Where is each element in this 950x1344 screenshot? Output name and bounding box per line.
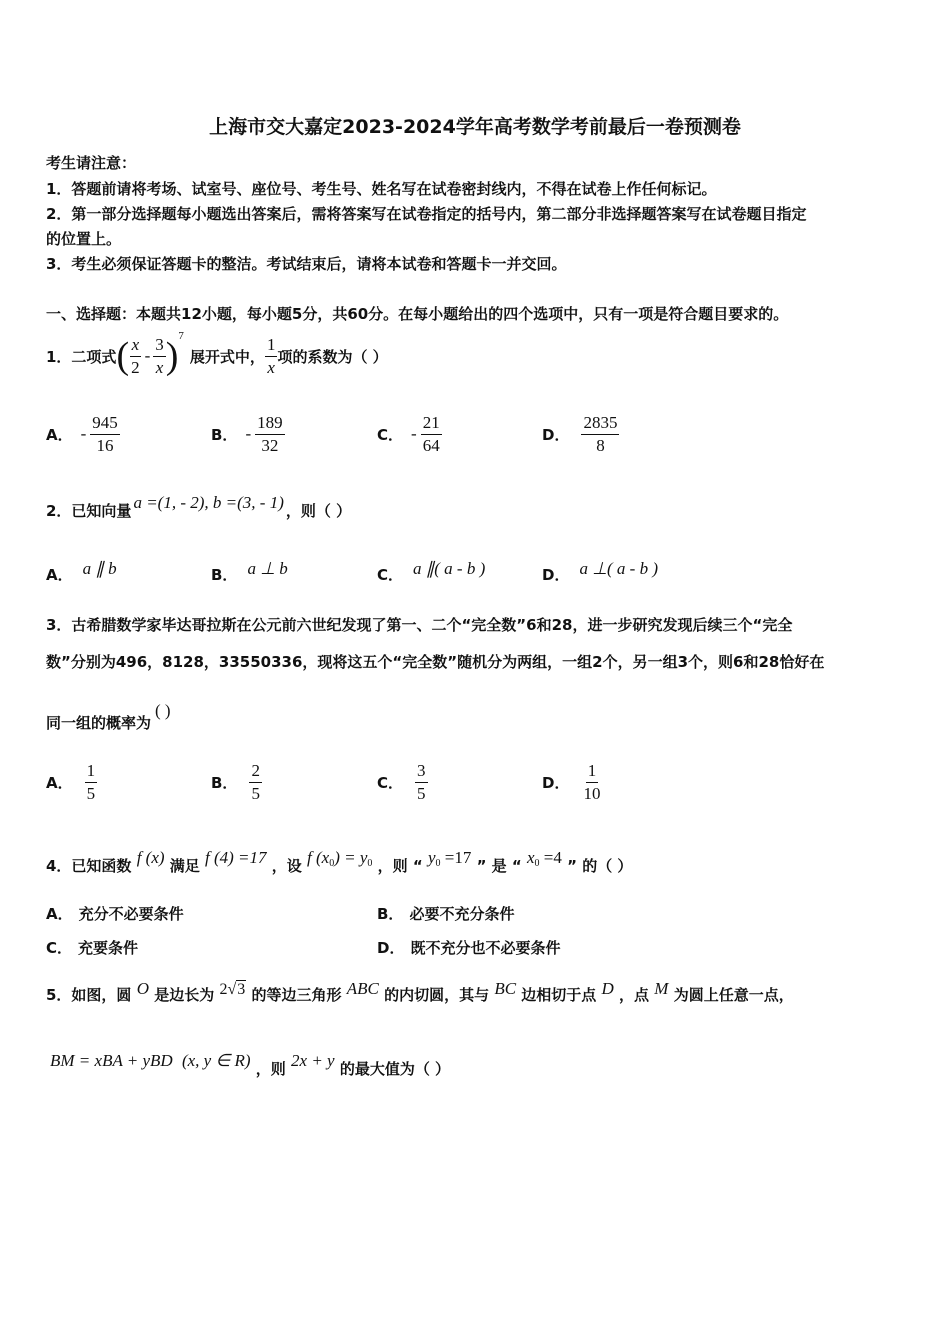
q4-setting: f $(x_0) = y_0$ xyxy=(307,848,373,869)
q4-fx: f (x) xyxy=(136,848,165,867)
q2-option-d: D． a ⊥( a - b ) xyxy=(542,559,658,584)
q1-exponent: 7 xyxy=(178,330,184,342)
notice-item-1: 1．答题前请将考场、试室号、座位号、考生号、姓名写在试卷密封线内，不得在试卷上作任何标记。 xyxy=(46,180,717,198)
q2-option-a: A． a ∥ b xyxy=(46,559,117,584)
notice-item-2: 2．第一部分选择题每小题选出答案后，需将答案写在试卷指定的括号内，第二部分非选择题答案写在试卷题目指定 xyxy=(46,205,807,223)
q4-option-b: B． 必要不充分条件 xyxy=(377,905,515,923)
q4-option-d: D． 既不充分也不必要条件 xyxy=(377,939,561,957)
q1-option-d: D． $\frac{2835}{8}$ xyxy=(542,412,618,455)
q4-option-a: A． 充分不必要条件 xyxy=(46,905,184,923)
q2-prefix: 2．已知向量 xyxy=(46,502,132,520)
q1-option-c: C． - $\frac{21}{64}$ xyxy=(377,412,440,455)
q3-option-a: A． $\frac{1}{5}$ xyxy=(46,760,96,803)
q2-vectors: a =(1, - 2), b =(3, - 1) xyxy=(133,493,284,512)
q5-side-length: 2√3 xyxy=(219,981,246,998)
q2-option-b: B． a ⊥ b xyxy=(211,559,288,584)
q3-line-3: 同一组的概率为( ) xyxy=(46,701,171,732)
q5-triangle: ABC xyxy=(346,979,379,998)
q5-bc: BC xyxy=(494,979,517,998)
q5-line-2: BM = xBA + yBD (x, y ∈ R) ，则 2x + y 的最大值为（ ） xyxy=(50,1051,451,1078)
q1-term: $\frac{1}{x}$ xyxy=(266,334,276,377)
question-2 xyxy=(46,493,352,521)
q1-frac-1: $\frac{x}{2}$ xyxy=(131,334,140,377)
q1-option-a: A． - $\frac{945}{16}$ xyxy=(46,412,118,455)
q5-target: 2x + y xyxy=(291,1051,335,1070)
question-4: 4．已知函数 f (x) 满足 f (4) =17 ，设 f $(x_0) = y_0$ ，则 “ $y_0 =17$ ” 是 “ $x_0 =4$ ” 的（ ） xyxy=(46,848,633,875)
q4-condition: f (4) =17 xyxy=(205,848,267,867)
q2-option-c: C． a ∥( a - b ) xyxy=(377,559,486,584)
q1-prefix: 1．二项式 xyxy=(46,347,117,366)
notice-item-3: 3．考生必须保证答题卡的整洁。考试结束后，请将本试卷和答题卡一并交回。 xyxy=(46,255,567,273)
section-heading: 一、选择题：本题共12小题，每小题5分，共60分。在每小题给出的四个选项中，只有一项是符合题目要求的。 xyxy=(46,305,789,323)
notice-item-2-cont: 的位置上。 xyxy=(46,230,122,248)
question-1 xyxy=(46,328,388,384)
q1-suffix: 项的系数为（ ） xyxy=(277,347,388,366)
q4-option-c: C． 充要条件 xyxy=(46,939,139,957)
q1-option-b: B． - $\frac{189}{32}$ xyxy=(211,412,283,455)
page-title: 上海市交大嘉定2023-2024学年高考数学考前最后一卷预测卷 xyxy=(209,116,741,138)
q2-suffix: ，则（ ） xyxy=(285,502,352,520)
q1-left-paren: ( xyxy=(116,335,130,377)
q5-m: M xyxy=(654,979,669,998)
q5-d: D xyxy=(601,979,614,998)
q4-x0: $x_0 =4$ xyxy=(527,848,562,869)
q4-y0: $y_0 =17$ xyxy=(427,848,472,869)
q1-right-paren: ) xyxy=(165,335,179,377)
q1-frac-2: $\frac{3}{x}$ xyxy=(155,334,164,377)
q5-condition: (x, y ∈ R) xyxy=(181,1051,251,1070)
q5-circle: O xyxy=(136,979,149,998)
q3-option-d: D． $\frac{1}{10}$ xyxy=(542,760,601,803)
q1-middle: 展开式中， xyxy=(189,347,265,366)
question-5: 5．如图，圆 O 是边长为 2√3 的等边三角形 ABC 的内切圆，其与 BC 边相切于点 D ，点 M 为圆上任意一点， xyxy=(46,979,794,1004)
q5-equation: BM = xBA + yBD xyxy=(50,1051,173,1070)
q3-option-c: C． $\frac{3}{5}$ xyxy=(377,760,426,803)
q3-answer-paren: ( ) xyxy=(155,701,171,720)
q1-minus: - xyxy=(144,346,151,365)
q3-option-b: B． $\frac{2}{5}$ xyxy=(211,760,260,803)
notice-heading: 考生请注意： xyxy=(46,154,137,172)
q3-line-1: 3．古希腊数学家毕达哥拉斯在公元前六世纪发现了第一、二个“完全数”6和28，进一步研究发现后续三个“完全 xyxy=(46,616,793,634)
q3-line-2: 数”分别为496，8128，33550336，现将这五个“完全数”随机分为两组，一组2个，另一组3个，则6和28恰好在 xyxy=(46,653,825,671)
